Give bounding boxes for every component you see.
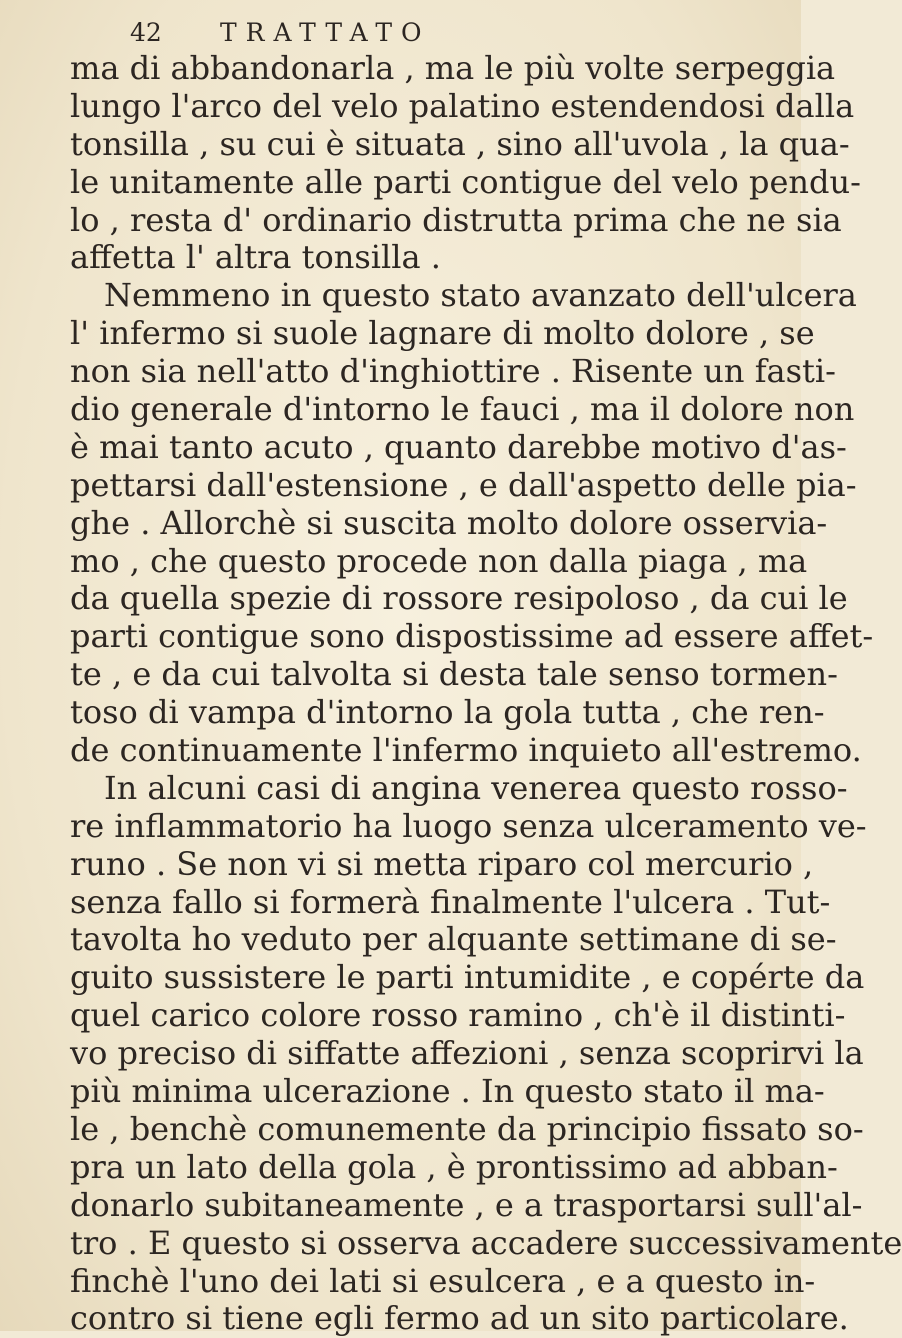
paragraph-end-line: affetta l' altra tonsilla . xyxy=(70,238,441,277)
text-line: toso di vampa d'intorno la gola tutta , che ren- xyxy=(70,693,825,732)
text-line: lo , resta d' ordinario distrutta prima che ne sia xyxy=(70,200,842,239)
page-number: 42 xyxy=(130,18,162,47)
text-line: re inflammatorio ha luogo senza ulceramento ve- xyxy=(70,806,867,845)
text-line: mo , che questo procede non dalla piaga , ma xyxy=(70,541,808,580)
body-text xyxy=(70,49,902,1338)
text-line: contro si tiene egli fermo ad un sito particolare. xyxy=(70,1299,849,1338)
text-line: da quella spezie di rossore resipoloso , da cui le xyxy=(70,579,848,618)
text-line: finchè l'uno dei lati si esulcera , e a questo in- xyxy=(70,1261,816,1300)
text-line: te , e da cui talvolta si desta tale senso tormen- xyxy=(70,655,838,694)
text-line: dio generale d'intorno le fauci , ma il dolore non xyxy=(70,390,855,429)
paragraph-end-line: de continuamente l'infermo inquieto all'estremo. xyxy=(70,731,862,770)
paragraph-start-line: Nemmeno in questo stato avanzato dell'ulcera xyxy=(104,276,857,315)
text-line: è mai tanto acuto , quanto darebbe motivo d'as- xyxy=(70,427,847,466)
text-line: pettarsi dall'estensione , e dall'aspetto delle pia- xyxy=(70,465,857,504)
text-line: quel carico colore rosso ramino , ch'è il distinti- xyxy=(70,996,846,1035)
text-line: parti contigue sono dispostissime ad essere affet- xyxy=(70,617,874,656)
text-line: tro . E questo si osserva accadere successivamente xyxy=(70,1223,902,1262)
text-line: pra un lato della gola , è prontissimo ad abban- xyxy=(70,1147,838,1186)
text-line: runo . Se non vi si metta riparo col mercurio , xyxy=(70,844,814,883)
text-line: non sia nell'atto d'inghiottire . Risente un fasti- xyxy=(70,352,836,391)
text-line: tonsilla , su cui è situata , sino all'uvola , la qua- xyxy=(70,124,850,163)
text-line: ghe . Allorchè si suscita molto dolore osservia- xyxy=(70,503,828,542)
running-head: TRATTATO xyxy=(220,18,431,47)
text-line: l' infermo si suole lagnare di molto dolore , se xyxy=(70,314,815,353)
text-line: le unitamente alle parti contigue del velo pendu- xyxy=(70,162,861,201)
text-line: ma di abbandonarla , ma le più volte serpeggia xyxy=(70,49,836,87)
paragraph-start-line: In alcuni casi di angina venerea questo rosso- xyxy=(104,768,848,807)
text-line: più minima ulcerazione . In questo stato il ma- xyxy=(70,1072,825,1111)
text-line: donarlo subitaneamente , e a trasportarsi sull'al- xyxy=(70,1185,863,1224)
text-line: guito sussistere le parti intumidite , e copérte da xyxy=(70,958,865,997)
text-line: tavolta ho veduto per alquante settimane di se- xyxy=(70,920,837,959)
page-header xyxy=(130,16,430,50)
text-line: vo preciso di siffatte affezioni , senza scoprirvi la xyxy=(70,1034,864,1073)
text-line: le , benchè comunemente da principio fissato so- xyxy=(70,1109,864,1148)
text-line: senza fallo si formerà finalmente l'ulcera . Tut- xyxy=(70,882,831,921)
text-line: lungo l'arco del velo palatino estendendosi dalla xyxy=(70,86,855,125)
